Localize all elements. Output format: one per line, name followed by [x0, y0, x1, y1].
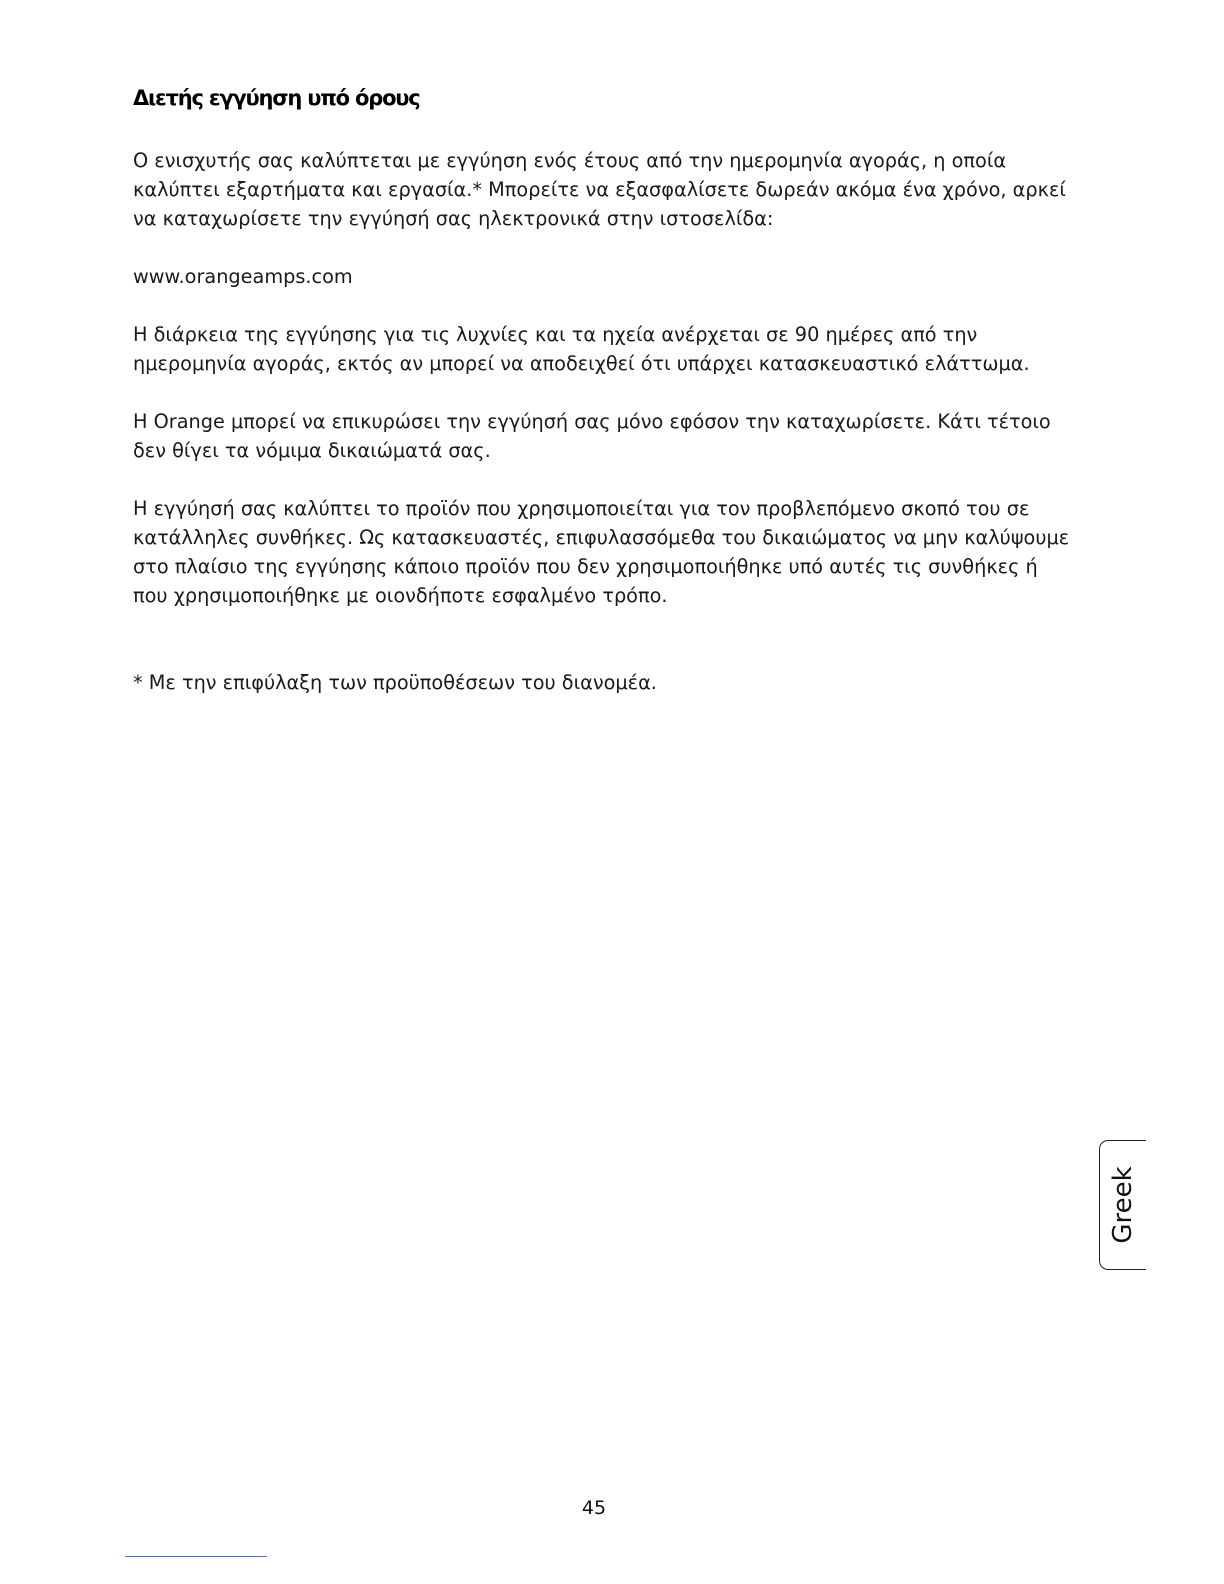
website-url: www.orangeamps.com: [133, 265, 353, 288]
warranty-paragraph-2: Η διάρκεια της εγγύησης για τις λυχνίες και τα ηχεία ανέρχεται σε 90 ημέρες από την ημερομηνία αγοράς, εκτός αν μπορεί να αποδειχθεί ότι υπάρχει κατασκευαστικό ελάττωμα.: [133, 323, 1030, 375]
warranty-paragraph-3: Η Orange μπορεί να επικυρώσει την εγγύησή σας μόνο εφόσον την καταχωρίσετε. Κάτι τέτοιο δεν θίγει τα νόμιμα δικαιώματά σας.: [133, 410, 1051, 462]
warranty-paragraph-1: Ο ενισχυτής σας καλύπτεται με εγγύηση ενός έτους από την ημερομηνία αγοράς, η οποία καλύπτει εξαρτήματα και εργασία.* Μπορείτε να εξασφαλίσετε δωρεάν ακόμα ένα χρόνο, αρκεί να καταχωρίσετε την εγγύησή σας ηλεκτρονικά στην ιστοσελίδα:: [133, 149, 1066, 230]
page-heading: Διετής εγγύηση υπό όρους: [133, 86, 420, 110]
language-tab: [1099, 1140, 1146, 1270]
language-tab-label: Greek: [1108, 1166, 1138, 1244]
footer-rule: [125, 1556, 267, 1557]
page-number: 45: [581, 1497, 607, 1519]
warranty-paragraph-4: Η εγγύησή σας καλύπτει το προϊόν που χρησιμοποιείται για τον προβλεπόμενο σκοπό του σε κατάλληλες συνθήκες. Ως κατασκευαστές, επιφυλασσόμεθα του δικαιώματος να μην καλύψουμε στο πλαίσιο της εγγύησης κάποιο προϊόν που δεν χρησιμοποιήθηκε υπό αυτές τις συνθήκες ή που χρησιμοποιήθηκε με οιονδήποτε εσφαλμένο τρόπο.: [133, 497, 1070, 607]
footnote: * Με την επιφύλαξη των προϋποθέσεων του διανομέα.: [133, 671, 657, 694]
warranty-body: [133, 146, 1073, 726]
